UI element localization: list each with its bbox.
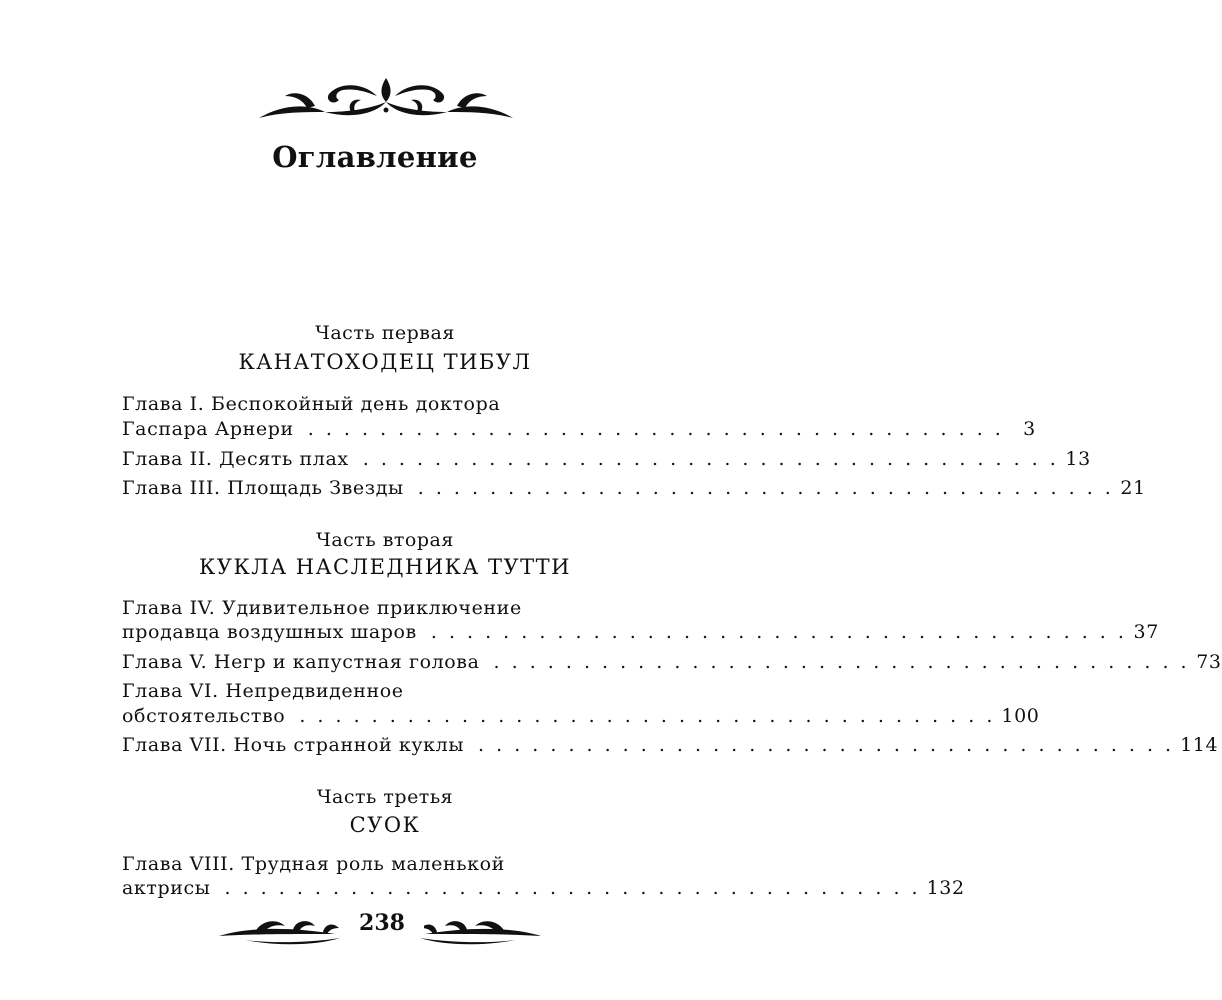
toc-entry-line1: Глава VIII. Трудная роль маленькой [122, 853, 505, 875]
dot-leader: . . . . . . . . . . . . . . . . . . . . . . . . . . . . . . . . . . . . . . . [417, 477, 1114, 499]
toc-page-number: 21 [1120, 477, 1146, 499]
dot-leader: . . . . . . . . . . . . . . . . . . . . . . . . . . . . . . . . . . . . . . . [362, 448, 1059, 470]
toc-page-number: 37 [1133, 621, 1159, 643]
dot-leader: . . . . . . . . . . . . . . . . . . . . . . . . . . . . . . . . . . . . . . . [493, 651, 1190, 673]
toc-entry [122, 621, 1159, 649]
toc-entry [122, 651, 1222, 679]
toc-entry [122, 448, 1091, 476]
toc-entry-title: актрисы [122, 877, 211, 899]
toc-entry [122, 418, 1036, 446]
page-number: 238 [340, 910, 424, 936]
part-title: СУОК [349, 813, 421, 837]
dot-leader: . . . . . . . . . . . . . . . . . . . . . . . . . . . . . . . . . . . . . . . [224, 877, 921, 899]
toc-entry [122, 877, 965, 905]
toc-entry [122, 705, 1040, 733]
toc-entry-title: Гаспара Арнери [122, 418, 294, 440]
toc-page-number: 132 [926, 877, 965, 899]
dot-leader: . . . . . . . . . . . . . . . . . . . . . . . . . . . . . . . . . . . . . . . [478, 734, 1175, 756]
part-title: КУКЛА НАСЛЕДНИКА ТУТТИ [199, 555, 571, 579]
part-label: Часть первая [315, 322, 455, 344]
toc-page-number: 73 [1196, 651, 1222, 673]
toc-entry [122, 477, 1146, 505]
dot-leader: . . . . . . . . . . . . . . . . . . . . . . . . . . . . . . . . . . . . . . . [307, 418, 1004, 440]
toc-entry-line1: Глава I. Беспокойный день доктора [122, 393, 501, 415]
page-title: Оглавление [272, 140, 478, 174]
toc-entry-title: Глава II. Десять плах [122, 448, 349, 470]
dot-leader: . . . . . . . . . . . . . . . . . . . . . . . . . . . . . . . . . . . . . . . [430, 621, 1127, 643]
toc-entry-line1: Глава VI. Непредвиденное [122, 680, 404, 702]
part-title: КАНАТОХОДЕЦ ТИБУЛ [238, 350, 532, 374]
part-label: Часть третья [316, 786, 454, 808]
toc-entry-title: продавца воздушных шаров [122, 621, 417, 643]
top-ornament-icon [255, 72, 517, 124]
toc-entry-title: обстоятельство [122, 705, 286, 727]
dot-leader: . . . . . . . . . . . . . . . . . . . . . . . . . . . . . . . . . . . . . . . [299, 705, 996, 727]
toc-page-number: 100 [1001, 705, 1040, 727]
toc-entry [122, 734, 1219, 762]
toc-page-number: 3 [1023, 418, 1036, 440]
toc-page-number: 114 [1180, 734, 1219, 756]
toc-entry-line1: Глава IV. Удивительное приключение [122, 597, 522, 619]
part-label: Часть вторая [316, 529, 454, 551]
toc-entry-title: Глава V. Негр и капустная голова [122, 651, 480, 673]
toc-page-number: 13 [1065, 448, 1091, 470]
toc-entry-title: Глава VII. Ночь странной куклы [122, 734, 465, 756]
toc-entry-title: Глава III. Площадь Звезды [122, 477, 404, 499]
